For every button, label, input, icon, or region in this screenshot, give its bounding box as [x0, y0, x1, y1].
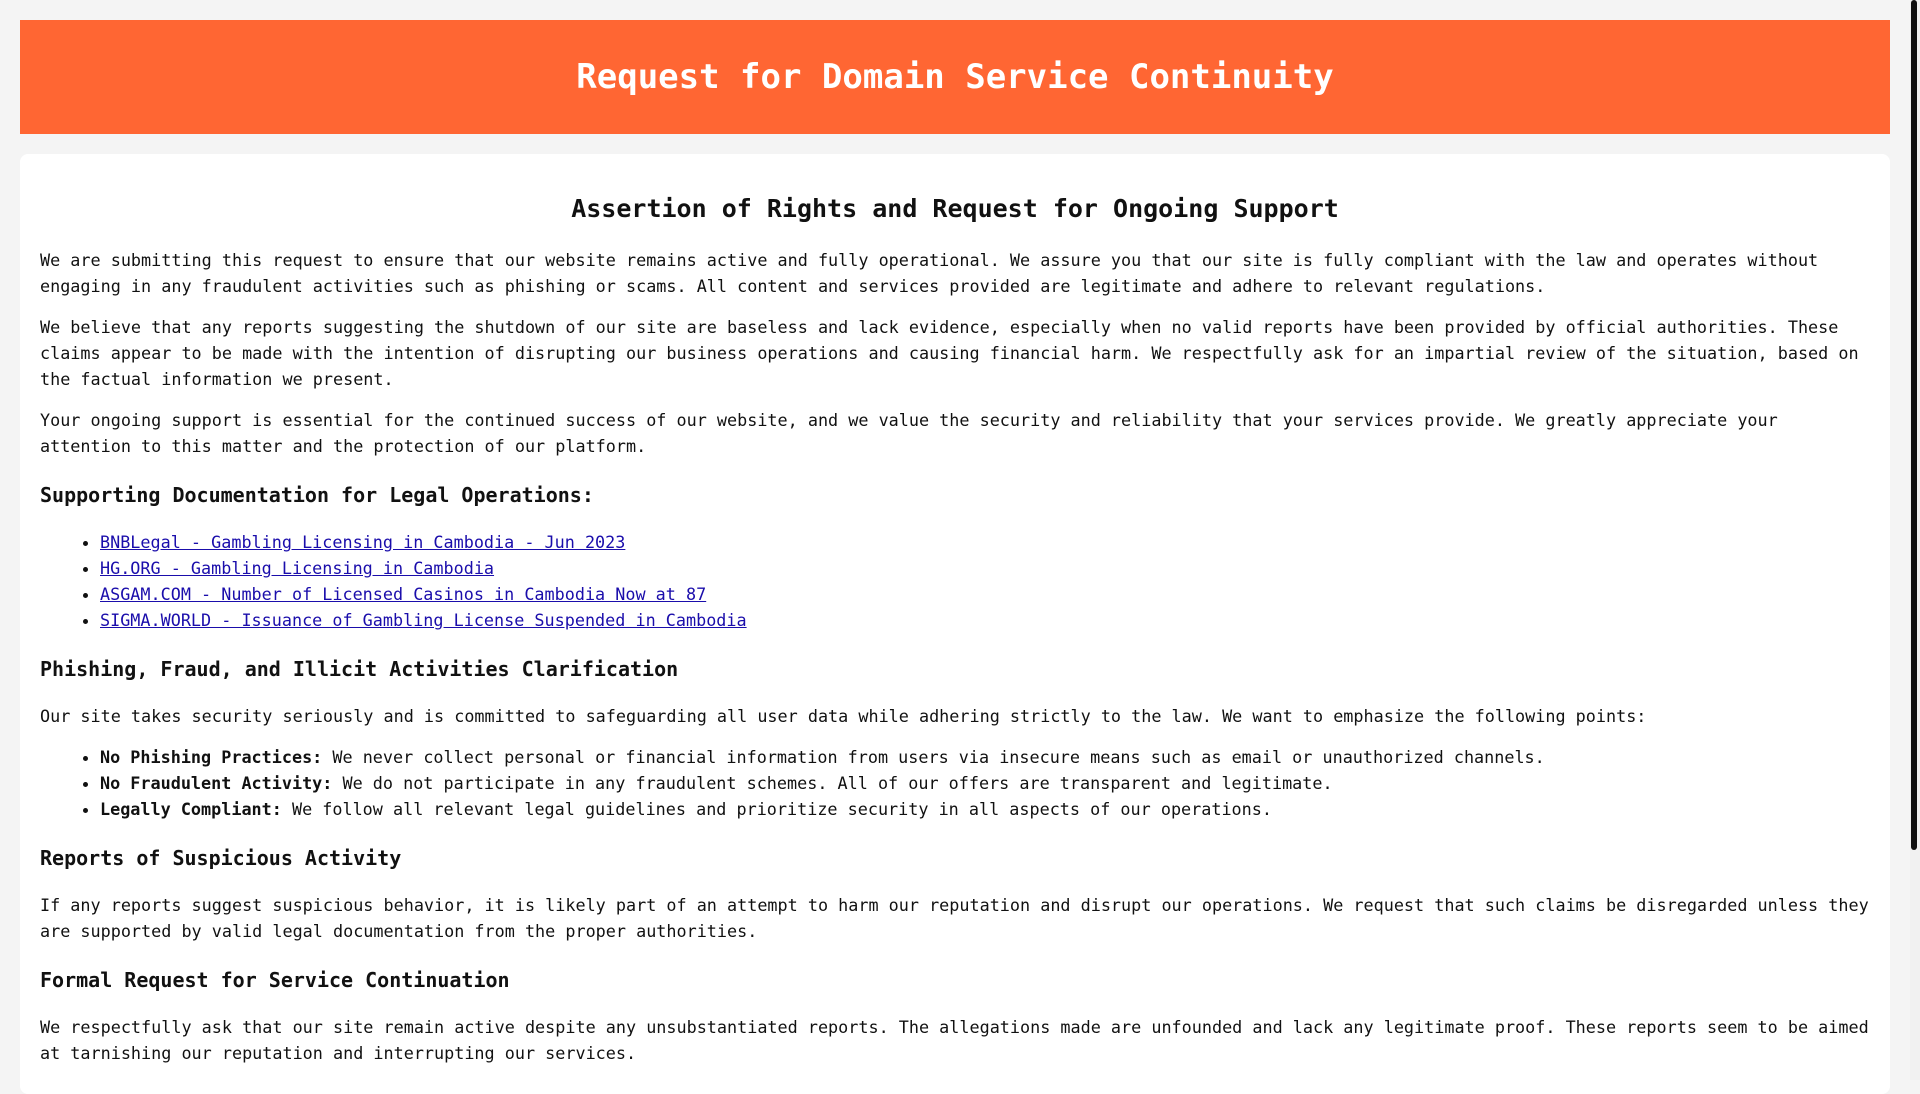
section-heading: Assertion of Rights and Request for Ongoing Support [571, 194, 1339, 223]
docs-heading: Supporting Documentation for Legal Operations: [40, 483, 594, 507]
formal-request-paragraph: We respectfully ask that our site remain active despite any unsubstantiated reports. The allegations made are unfounded and lack any legitimate proof. These reports seem to be aimed at tarnishing our reputation and interrupting our services. [40, 1017, 1869, 1063]
clarification-list [40, 744, 1870, 822]
list-item [100, 555, 1870, 581]
list-item [100, 529, 1870, 555]
page-header [20, 20, 1890, 134]
scrollbar-thumb[interactable] [1911, 0, 1917, 850]
list-item [100, 581, 1870, 607]
point-text: We do not participate in any fraudulent schemes. All of our offers are transparent and legitimate. [332, 773, 1333, 793]
docs-link-list [40, 529, 1870, 633]
point-text: We never collect personal or financial information from users via insecure means such as email or unauthorized channels. [322, 747, 1545, 767]
list-item [100, 607, 1870, 633]
doc-link-asgam[interactable]: ASGAM.COM - Number of Licensed Casinos in Cambodia Now at 87 [100, 584, 707, 604]
list-item [100, 744, 1870, 770]
doc-link-bnblegal[interactable]: BNBLegal - Gambling Licensing in Cambodia - Jun 2023 [100, 532, 626, 552]
formal-request-heading: Formal Request for Service Continuation [40, 968, 510, 992]
list-item [100, 796, 1870, 822]
clarification-intro: Our site takes security seriously and is committed to safeguarding all user data while adhering strictly to the law. We want to emphasize the following points: [40, 706, 1647, 726]
suspicious-heading: Reports of Suspicious Activity [40, 846, 402, 870]
point-label: No Fraudulent Activity: [100, 773, 333, 793]
doc-link-hgorg[interactable]: HG.ORG - Gambling Licensing in Cambodia [100, 558, 495, 578]
intro-paragraph: Your ongoing support is essential for the continued success of our website, and we value the security and reliability that your services provide. We greatly appreciate your attention to this matter and the protection of our platform. [40, 410, 1778, 456]
point-text: We follow all relevant legal guidelines and prioritize security in all aspects of our operations. [281, 799, 1272, 819]
list-item [100, 770, 1870, 796]
page-title: Request for Domain Service Continuity [576, 57, 1334, 97]
point-label: No Phishing Practices: [100, 747, 323, 767]
intro-paragraph: We are submitting this request to ensure that our website remains active and fully operational. We assure you that our site is fully compliant with the law and operates without engaging in any fraudulent activities such as phishing or scams. All content and services provided are legitimate and adhere to relevant regulations. [40, 250, 1819, 296]
content-card [20, 154, 1890, 1094]
point-label: Legally Compliant: [100, 799, 282, 819]
clarification-heading: Phishing, Fraud, and Illicit Activities Clarification [40, 657, 679, 681]
intro-paragraph: We believe that any reports suggesting the shutdown of our site are baseless and lack evidence, especially when no valid reports have been provided by official authorities. These claims appear to be made with the intention of disrupting our business operations and causing financial harm. We respectfully ask for an impartial review of the situation, based on the factual information we present. [40, 317, 1859, 389]
page-scrollbar[interactable] [1910, 0, 1920, 1080]
suspicious-paragraph: If any reports suggest suspicious behavior, it is likely part of an attempt to harm our reputation and disrupt our operations. We request that such claims be disregarded unless they are supported by valid legal documentation from the proper authorities. [40, 895, 1869, 941]
doc-link-sigma[interactable]: SIGMA.WORLD - Issuance of Gambling License Suspended in Cambodia [100, 610, 747, 630]
